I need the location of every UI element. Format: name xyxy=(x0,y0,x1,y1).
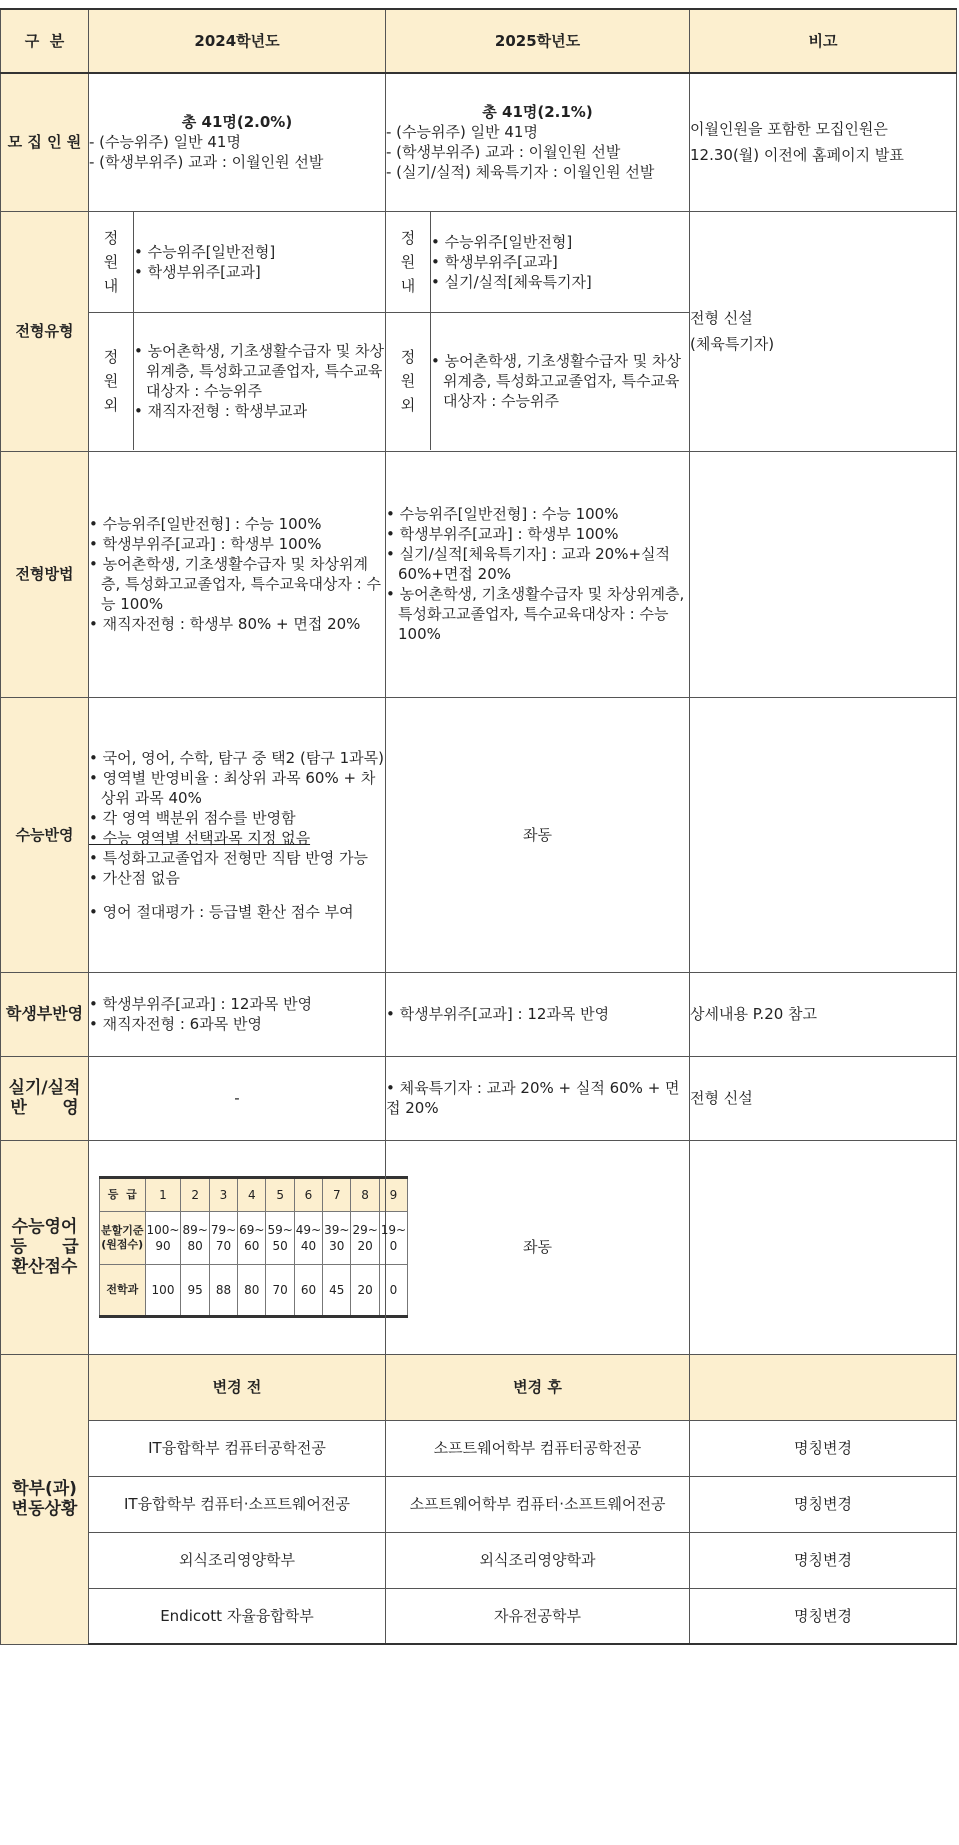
recruit-label: 모 집 인 원 xyxy=(1,73,89,211)
after-cell: 소프트웨어학부 컴퓨터공학전공 xyxy=(386,1420,690,1476)
grade-cell: 9 xyxy=(379,1178,407,1212)
list-item: • 재직자전형 : 6과목 반영 xyxy=(89,1015,262,1033)
grade-cell: 3 xyxy=(209,1178,237,1212)
note-cell: 명칭변경 xyxy=(690,1532,957,1588)
recruit-2024-line: - (수능위주) 일반 41명 xyxy=(89,133,241,152)
inner-quota-list xyxy=(134,242,385,282)
recruit-2025-line: - (실기/실적) 체육특기자 : 이월인원 선발 xyxy=(386,163,655,182)
practical-row xyxy=(1,1056,957,1140)
recruit-2024-line: - (학생부위주) 교과 : 이월인원 선발 xyxy=(89,153,324,172)
admission-type-2025 xyxy=(386,211,690,451)
method-2024-list xyxy=(89,514,385,634)
header-row xyxy=(1,9,957,73)
csat-note xyxy=(690,697,957,972)
before-header: 변경 전 xyxy=(89,1354,386,1420)
list-item: • 학생부위주[교과] : 학생부 100% xyxy=(386,525,619,543)
admission-comparison-table xyxy=(0,8,957,1645)
cut-cell: 49~ 40 xyxy=(294,1212,322,1265)
cut-cell: 19~ 0 xyxy=(379,1212,407,1265)
header-category: 구 분 xyxy=(1,9,89,73)
school-record-note: 상세내용 P.20 참고 xyxy=(690,972,957,1056)
cut-cell: 100~ 90 xyxy=(145,1212,181,1265)
after-cell: 소프트웨어학부 컴퓨터·소프트웨어전공 xyxy=(386,1476,690,1532)
score-cell: 45 xyxy=(323,1265,351,1317)
grade-cell: 8 xyxy=(351,1178,379,1212)
list-item: • 농어촌학생, 기초생활수급자 및 차상위계층, 특성화고교졸업자, 특수교육대상자 : 수능위주 xyxy=(431,352,682,411)
score-row xyxy=(100,1265,408,1317)
list-item: • 특성화고교졸업자 전형만 직탐 반영 가능 xyxy=(89,848,369,867)
grade-cell: 2 xyxy=(181,1178,209,1212)
method-note xyxy=(690,451,957,697)
score-cell: 88 xyxy=(209,1265,237,1317)
grade-row xyxy=(100,1178,408,1212)
recruit-2024 xyxy=(89,73,386,211)
method-label: 전형방법 xyxy=(1,451,89,697)
list-item: • 영역별 반영비율 : 최상위 과목 60% + 차상위 과목 40% xyxy=(89,768,376,807)
score-cell: 70 xyxy=(266,1265,294,1317)
table-row xyxy=(1,1588,957,1644)
recruit-2025 xyxy=(386,73,690,211)
list-item: • 학생부위주[교과] xyxy=(431,252,558,271)
admission-type-row xyxy=(1,211,957,451)
score-cell: 95 xyxy=(181,1265,209,1317)
grade-cell: 7 xyxy=(323,1178,351,1212)
after-cell: 외식조리영양학과 xyxy=(386,1532,690,1588)
list-item: • 농어촌학생, 기초생활수급자 및 차상위계층, 특성화고교졸업자, 특수교육대상자 : 수능위주 xyxy=(134,342,385,401)
list-item: • 재직자전형 : 학생부 80% + 면접 20% xyxy=(89,615,361,633)
list-item: • 학생부위주[교과] : 12과목 반영 xyxy=(89,995,313,1013)
english-row xyxy=(1,1140,957,1354)
list-item: • 수능위주[일반전형] : 수능 100% xyxy=(89,515,322,533)
cut-cell: 39~ 30 xyxy=(323,1212,351,1265)
method-row xyxy=(1,451,957,697)
score-cell: 0 xyxy=(379,1265,407,1317)
school-record-row xyxy=(1,972,957,1056)
grade-cell: 4 xyxy=(238,1178,266,1212)
score-header: 전학과 xyxy=(100,1265,146,1317)
list-item: • 학생부위주[교과] xyxy=(134,262,261,281)
list-item: • 국어, 영어, 수학, 탐구 중 택2 (탐구 1과목) xyxy=(89,748,384,767)
school-record-2024-list xyxy=(89,994,385,1034)
admission-type-label: 전형유형 xyxy=(1,211,89,451)
before-cell: 외식조리영양학부 xyxy=(89,1532,386,1588)
header-2024: 2024학년도 xyxy=(89,9,386,73)
header-note: 비고 xyxy=(690,9,957,73)
before-cell: IT융합학부 컴퓨터·소프트웨어전공 xyxy=(89,1476,386,1532)
list-item: • 실기/실적[체육특기자] : 교과 20%+실적 60%+면접 20% xyxy=(386,545,671,583)
practical-label: 실기/실적 반 영 xyxy=(1,1056,89,1140)
score-cell: 20 xyxy=(351,1265,379,1317)
header-2025: 2025학년도 xyxy=(386,9,690,73)
list-item: • 수능위주[일반전형] xyxy=(431,232,573,251)
inner-quota-list xyxy=(431,232,689,292)
recruit-note: 이월인원을 포함한 모집인원은 12.30(월) 이전에 홈페이지 발표 xyxy=(690,73,957,211)
cut-cell: 79~ 70 xyxy=(209,1212,237,1265)
list-item: • 농어촌학생, 기초생활수급자 및 차상위계층, 특성화고교졸업자, 특수교육대상자 : 수능 100% xyxy=(89,555,381,613)
csat-2025: 좌동 xyxy=(386,697,690,972)
school-record-label: 학생부반영 xyxy=(1,972,89,1056)
dept-change-label: 학부(과) 변동상황 xyxy=(1,1354,89,1644)
inner-quota-key: 정 원 내 xyxy=(89,212,134,312)
note-cell: 명칭변경 xyxy=(690,1476,957,1532)
list-item: • 가산점 없음 xyxy=(89,868,180,887)
grade-cell: 6 xyxy=(294,1178,322,1212)
practical-note: 전형 신설 xyxy=(690,1056,957,1140)
grade-cell: 5 xyxy=(266,1178,294,1212)
score-cell: 100 xyxy=(145,1265,181,1317)
english-label: 수능영어 등 급 환산점수 xyxy=(1,1140,89,1354)
before-cell: IT융합학부 컴퓨터공학전공 xyxy=(89,1420,386,1476)
admission-type-2024 xyxy=(89,211,386,451)
grade-cell: 1 xyxy=(145,1178,181,1212)
change-note-header xyxy=(690,1354,957,1420)
recruit-2025-line: - (학생부위주) 교과 : 이월인원 선발 xyxy=(386,143,621,162)
outer-quota-list xyxy=(134,341,385,421)
list-item: • 수능위주[일반전형] : 수능 100% xyxy=(386,505,619,523)
recruit-row xyxy=(1,73,957,211)
practical-2025: • 체육특기자 : 교과 20% + 실적 60% + 면접 20% xyxy=(386,1056,690,1140)
list-item: • 각 영역 백분위 점수를 반영함 xyxy=(89,808,296,827)
list-item: • 학생부위주[교과] : 학생부 100% xyxy=(89,535,322,553)
list-item: • 수능 영역별 선택과목 지정 없음 xyxy=(89,828,311,847)
practical-2024: - xyxy=(89,1056,386,1140)
outer-quota-key: 정 원 외 xyxy=(89,312,134,450)
english-2025: 좌동 xyxy=(386,1140,690,1354)
before-cell: Endicott 자율융합학부 xyxy=(89,1588,386,1644)
list-item: • 영어 절대평가 : 등급별 환산 점수 부여 xyxy=(89,902,354,921)
table-row xyxy=(1,1420,957,1476)
inner-quota-key: 정 원 내 xyxy=(386,212,431,312)
outer-quota-key: 정 원 외 xyxy=(386,312,431,450)
list-item: • 수능위주[일반전형] xyxy=(134,242,276,261)
table-row xyxy=(1,1476,957,1532)
cut-cell: 89~ 80 xyxy=(181,1212,209,1265)
admission-type-2025-sub xyxy=(386,212,689,450)
recruit-2024-total: 총 41명(2.0%) xyxy=(181,113,293,132)
csat-2024-list xyxy=(89,748,385,922)
grade-header: 등 급 xyxy=(100,1178,146,1212)
admission-type-note: 전형 신설 (체육특기자) xyxy=(690,211,957,451)
note-cell: 명칭변경 xyxy=(690,1588,957,1644)
cut-cell: 29~ 20 xyxy=(351,1212,379,1265)
table-row xyxy=(1,1532,957,1588)
english-note xyxy=(690,1140,957,1354)
cut-header: 분할기준 (원점수) xyxy=(100,1212,146,1265)
admission-type-2024-sub xyxy=(89,212,385,450)
score-cell: 80 xyxy=(238,1265,266,1317)
recruit-2025-total: 총 41명(2.1%) xyxy=(482,103,593,122)
method-2025-list xyxy=(386,504,689,644)
cut-cell: 69~ 60 xyxy=(238,1212,266,1265)
cut-cell: 59~ 50 xyxy=(266,1212,294,1265)
note-cell: 명칭변경 xyxy=(690,1420,957,1476)
csat-label: 수능반영 xyxy=(1,697,89,972)
cut-row xyxy=(100,1212,408,1265)
school-record-2025: • 학생부위주[교과] : 12과목 반영 xyxy=(386,972,690,1056)
csat-row xyxy=(1,697,957,972)
list-item: • 농어촌학생, 기초생활수급자 및 차상위계층, 특성화고교졸업자, 특수교육대상자 : 수능 100% xyxy=(386,585,685,643)
after-header: 변경 후 xyxy=(386,1354,690,1420)
dept-change-header-row xyxy=(1,1354,957,1420)
after-cell: 자유전공학부 xyxy=(386,1588,690,1644)
outer-quota-list xyxy=(431,351,689,411)
list-item: • 재직자전형 : 학생부교과 xyxy=(134,402,308,421)
list-item: • 실기/실적[체육특기자] xyxy=(431,272,592,291)
english-grade-table xyxy=(99,1176,408,1318)
score-cell: 60 xyxy=(294,1265,322,1317)
recruit-2025-line: - (수능위주) 일반 41명 xyxy=(386,123,538,142)
